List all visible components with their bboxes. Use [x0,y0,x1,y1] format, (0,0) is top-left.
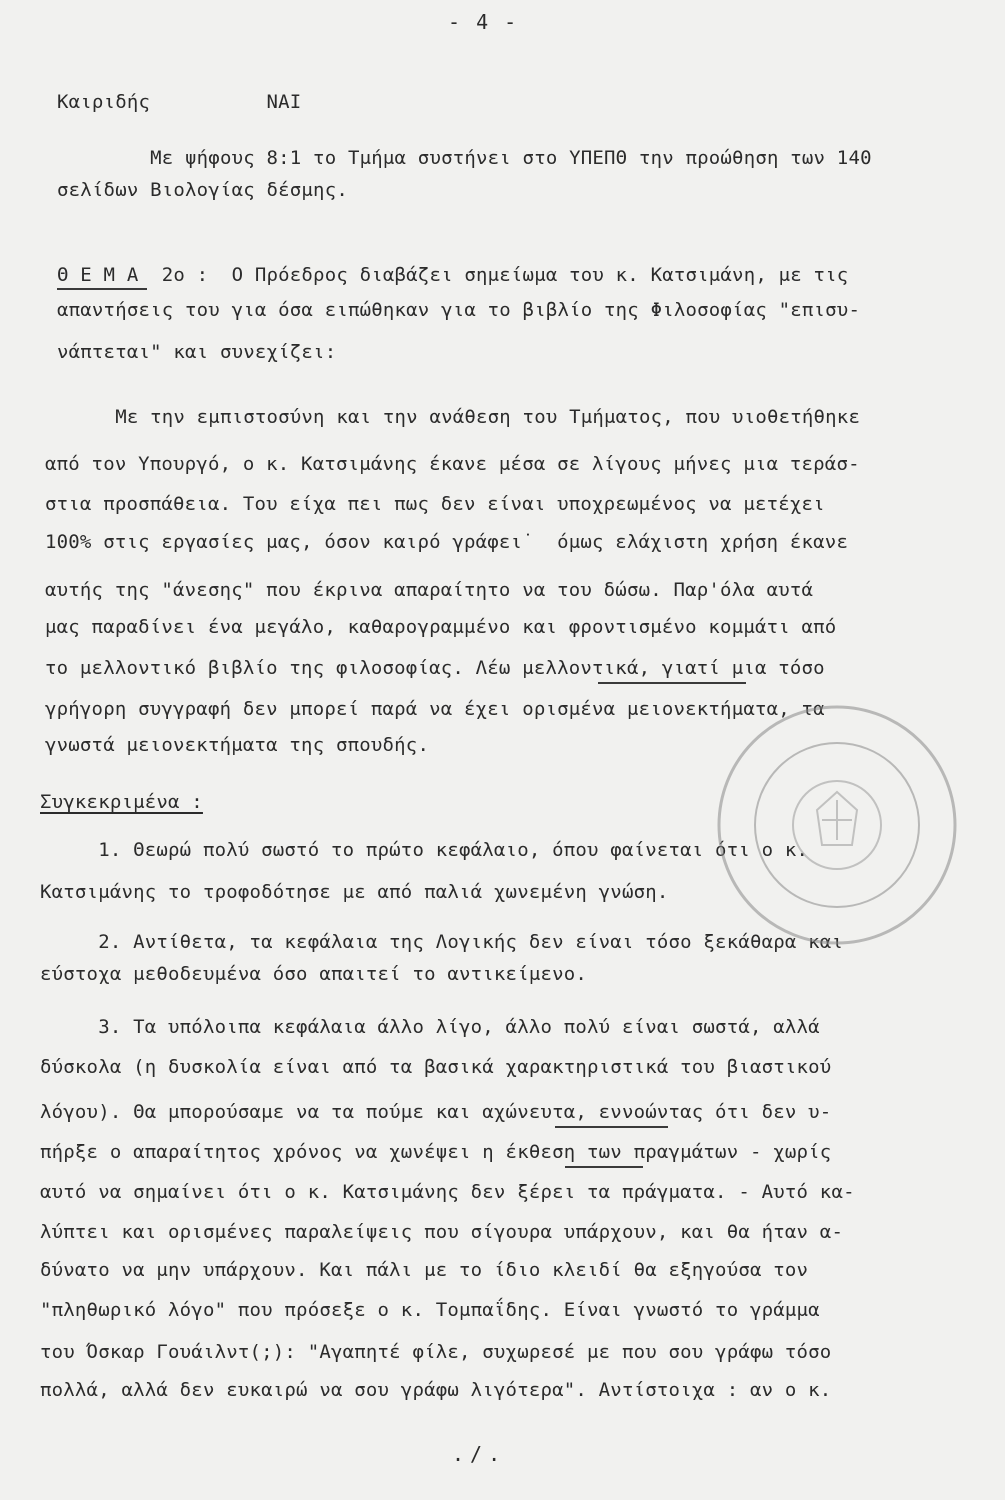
text-line: πολλά, αλλά δεν ευκαιρώ να σου γράφω λιγότερα". Αντίστοιχα : αν ο κ. [40,1379,832,1401]
text-line: γνωστά μειονεκτήματα της σπουδής. [45,734,430,756]
text-line: του Όσκαρ Γουάιλντ(;): "Αγαπητέ φίλε, συχωρεσέ με που σου γράφω τόσο [40,1341,832,1363]
text-line: λύπτει και ορισμένες παραλείψεις που σίγουρα υπάρχουν, και θα ήταν α- [40,1221,844,1243]
text-line: δύσκολα (η δυσκολία είναι από τα βασικά χαρακτηριστικά του βιαστικού [40,1056,832,1078]
text-line: νάπτεται" και συνεχίζει: [57,341,337,363]
official-stamp [712,700,962,950]
text-line: "πληθωρικό λόγο" που πρόσεξε ο κ. Τομπαΐδης. Είναι γνωστό το γράμμα [40,1299,820,1321]
heading-underline [57,288,147,290]
text-line: Κατσιμάνης το τροφοδότησε με από παλιά χωνεμένη γνώση. [40,881,669,903]
text-line: δύνατο να μην υπάρχουν. Και πάλι με το ίδιο κλειδί θα εξηγούσα τον [40,1259,809,1281]
text-line: Καιριδής ΝΑΙ [57,91,302,113]
subheading: Συγκεκριμένα : [40,791,203,813]
text-line: το μελλοντικό βιβλίο της φιλοσοφίας. Λέω μελλοντικά, γιατί μια τόσο [45,657,825,679]
text-line: γρήγορη συγγραφή δεν μπορεί παρά να έχει ορισμένα μειονεκτήματα, τα [45,698,825,720]
text-line: αυτό να σημαίνει ότι ο κ. Κατσιμάνης δεν ξέρει τα πράγματα. - Αυτό κα- [40,1181,855,1203]
text-line: από τον Υπουργό, ο κ. Κατσιμάνης έκανε μέσα σε λίγους μήνες μια τεράσ- [45,453,860,475]
text-line: στια προσπάθεια. Του είχα πει πως δεν είναι υποχρεωμένος να μετέχει [45,493,825,515]
word-underline [598,682,746,684]
text-line: 1. Θεωρώ πολύ σωστό το πρώτο κεφάλαιο, όπου φαίνεται ότι ο κ. [40,839,809,861]
continuation-mark: ./. [452,1442,507,1466]
text-line: 3. Τα υπόλοιπα κεφάλαια άλλο λίγο, άλλο πολύ είναι σωστά, αλλά [40,1016,820,1038]
text-line: Με ψήφους 8:1 το Τμήμα συστήνει στο ΥΠΕΠΘ την προώθηση των 140 [57,147,872,169]
text-line: 2. Αντίθετα, τα κεφάλαια της Λογικής δεν είναι τόσο ξεκάθαρα και [40,931,844,953]
text-line: λόγου). Θα μπορούσαμε να τα πούμε και αχώνευτα, εννοώντας ότι δεν υ- [40,1101,832,1123]
text-line: πήρξε ο απαραίτητος χρόνος να χωνέψει η έκθεση των πραγμάτων - χωρίς [40,1141,832,1163]
text-line: εύστοχα μεθοδευμένα όσο απαιτεί το αντικείμενο. [40,963,588,985]
text-line: απαντήσεις του για όσα ειπώθηκαν για το βιβλίο της Φιλοσοφίας "επισυ- [57,299,861,321]
page-number: - 4 - [448,10,519,34]
text-line: 100% στις εργασίες μας, όσον καιρό γράφει˙ όμως ελάχιστη χρήση έκανε [45,531,849,553]
text-line: αυτής της "άνεσης" που έκρινα απαραίτητο να του δώσω. Παρ'όλα αυτά [45,579,814,601]
word-underline [565,1166,643,1168]
section-heading: Θ Ε Μ Α 2ο : Ο Πρόεδρος διαβάζει σημείωμα του κ. Κατσιμάνη, με τις [57,264,849,286]
word-underline [555,1126,668,1128]
text-line: Με την εμπιστοσύνη και την ανάθεση του Τμήματος, που υιοθετήθηκε [57,406,861,428]
text-line: μας παραδίνει ένα μεγάλο, καθαρογραμμένο και φροντισμένο κομμάτι από [45,616,837,638]
text-line: σελίδων Βιολογίας δέσμης. [57,179,348,201]
